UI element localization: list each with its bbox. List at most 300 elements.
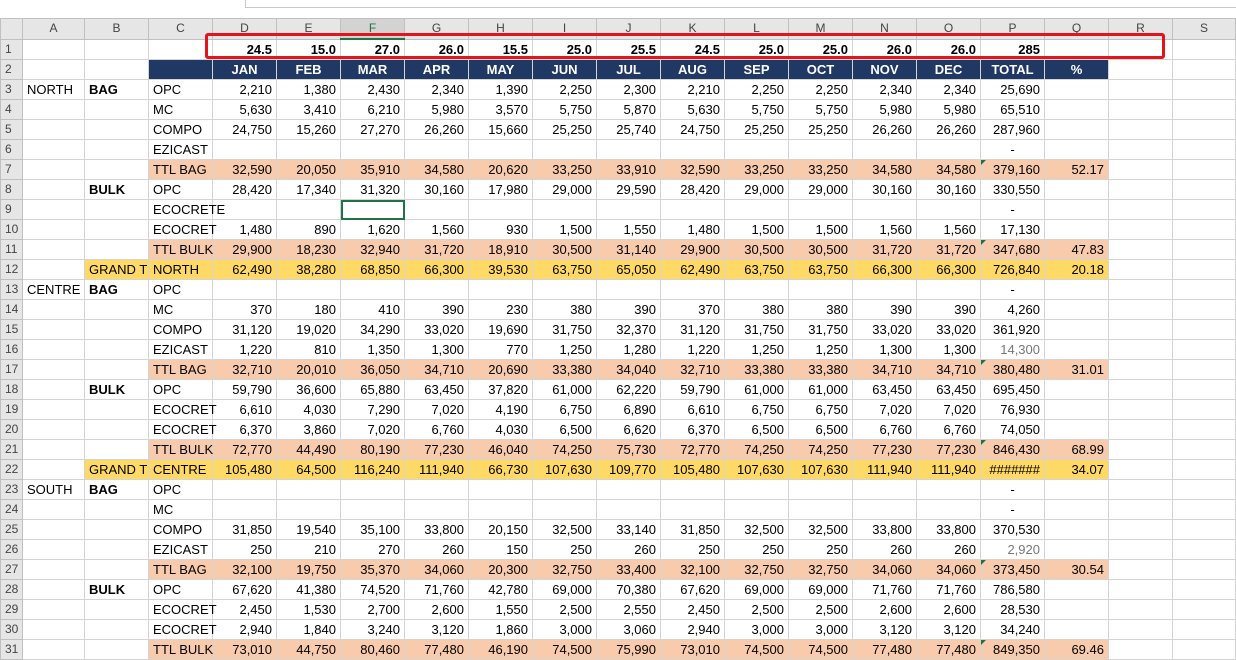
category-cell[interactable] <box>85 540 149 560</box>
cell[interactable] <box>85 39 149 60</box>
percent-cell[interactable] <box>1045 180 1109 200</box>
month-value-cell[interactable]: 105,480 <box>661 460 725 480</box>
month-value-cell[interactable]: 1,380 <box>277 80 341 100</box>
cell[interactable] <box>1173 160 1236 180</box>
category-cell[interactable]: BULK <box>85 580 149 600</box>
row-header-23[interactable]: 23 <box>1 480 23 500</box>
month-value-cell[interactable]: 46,190 <box>469 640 533 660</box>
cell[interactable] <box>1173 560 1236 580</box>
cell[interactable] <box>1109 300 1173 320</box>
percent-cell[interactable] <box>1045 220 1109 240</box>
month-value-cell[interactable]: 107,630 <box>789 460 853 480</box>
month-value-cell[interactable]: 34,060 <box>405 560 469 580</box>
month-value-cell[interactable]: 116,240 <box>341 460 405 480</box>
month-value-cell[interactable] <box>277 500 341 520</box>
cell[interactable] <box>1173 120 1236 140</box>
month-value-cell[interactable]: 24,750 <box>213 120 277 140</box>
month-value-cell[interactable]: 6,750 <box>789 400 853 420</box>
month-value-cell[interactable] <box>533 140 597 160</box>
month-value-cell[interactable]: 29,900 <box>213 240 277 260</box>
month-value-cell[interactable] <box>661 140 725 160</box>
category-cell[interactable] <box>85 340 149 360</box>
month-value-cell[interactable] <box>789 200 853 220</box>
region-cell[interactable] <box>23 140 85 160</box>
month-value-cell[interactable]: 63,450 <box>405 380 469 400</box>
column-header-k[interactable]: K <box>661 19 725 40</box>
month-value-cell[interactable]: 34,710 <box>917 360 981 380</box>
month-value-cell[interactable]: 30,160 <box>917 180 981 200</box>
month-value-cell[interactable]: 390 <box>405 300 469 320</box>
product-cell[interactable]: ECOCRET <box>149 400 213 420</box>
month-value-cell[interactable]: 34,060 <box>917 560 981 580</box>
month-value-cell[interactable]: 17,980 <box>469 180 533 200</box>
region-cell[interactable] <box>23 180 85 200</box>
cell[interactable] <box>1173 580 1236 600</box>
percent-cell[interactable] <box>1045 300 1109 320</box>
month-value-cell[interactable]: 6,750 <box>725 400 789 420</box>
month-value-cell[interactable]: 63,450 <box>853 380 917 400</box>
month-value-cell[interactable]: 71,760 <box>853 580 917 600</box>
month-value-cell[interactable]: 380 <box>533 300 597 320</box>
month-value-cell[interactable]: 380 <box>725 300 789 320</box>
month-value-cell[interactable]: 1,550 <box>469 600 533 620</box>
month-value-cell[interactable]: 370 <box>661 300 725 320</box>
column-header-e[interactable]: E <box>277 19 341 40</box>
month-value-cell[interactable]: 25,250 <box>789 120 853 140</box>
total-cell[interactable]: - <box>981 200 1045 220</box>
month-value-cell[interactable]: 2,210 <box>213 80 277 100</box>
month-value-cell[interactable]: 2,210 <box>661 80 725 100</box>
total-cell[interactable]: 370,530 <box>981 520 1045 540</box>
month-value-cell[interactable]: 5,630 <box>661 100 725 120</box>
month-value-cell[interactable]: 390 <box>597 300 661 320</box>
month-value-cell[interactable]: 2,450 <box>661 600 725 620</box>
row1-value-cell[interactable]: 24.5 <box>213 39 277 60</box>
month-value-cell[interactable]: 42,780 <box>469 580 533 600</box>
month-value-cell[interactable]: 7,020 <box>853 400 917 420</box>
month-value-cell[interactable]: 65,050 <box>597 260 661 280</box>
region-cell[interactable] <box>23 260 85 280</box>
product-cell[interactable]: MC <box>149 100 213 120</box>
region-cell[interactable] <box>23 580 85 600</box>
percent-cell[interactable] <box>1045 540 1109 560</box>
month-value-cell[interactable] <box>853 500 917 520</box>
month-value-cell[interactable]: 1,250 <box>789 340 853 360</box>
month-value-cell[interactable]: 6,210 <box>341 100 405 120</box>
row1-value-cell[interactable]: 15.5 <box>469 39 533 60</box>
month-value-cell[interactable] <box>725 280 789 300</box>
month-value-cell[interactable]: 111,940 <box>405 460 469 480</box>
cell[interactable] <box>85 60 149 80</box>
cell[interactable] <box>1173 520 1236 540</box>
month-value-cell[interactable]: 33,020 <box>853 320 917 340</box>
percent-cell[interactable] <box>1045 620 1109 640</box>
row-header-31[interactable]: 31 <box>1 640 23 660</box>
month-value-cell[interactable]: 67,620 <box>661 580 725 600</box>
product-cell[interactable]: EZICAST <box>149 340 213 360</box>
month-value-cell[interactable]: 63,750 <box>533 260 597 280</box>
month-value-cell[interactable]: 25,250 <box>725 120 789 140</box>
month-value-cell[interactable]: 1,250 <box>725 340 789 360</box>
row1-value-cell[interactable]: 25.0 <box>533 39 597 60</box>
month-value-cell[interactable]: 18,910 <box>469 240 533 260</box>
month-value-cell[interactable]: 230 <box>469 300 533 320</box>
month-value-cell[interactable] <box>469 500 533 520</box>
cell[interactable] <box>1173 600 1236 620</box>
month-value-cell[interactable]: 31,140 <box>597 240 661 260</box>
month-value-cell[interactable]: 6,500 <box>725 420 789 440</box>
month-value-cell[interactable]: 80,190 <box>341 440 405 460</box>
month-value-cell[interactable]: 24,750 <box>661 120 725 140</box>
month-value-cell[interactable]: 111,940 <box>917 460 981 480</box>
month-value-cell[interactable]: 3,240 <box>341 620 405 640</box>
month-value-cell[interactable]: 1,530 <box>277 600 341 620</box>
cell[interactable] <box>23 60 85 80</box>
category-cell[interactable] <box>85 560 149 580</box>
month-value-cell[interactable]: 36,600 <box>277 380 341 400</box>
region-cell[interactable] <box>23 100 85 120</box>
percent-cell[interactable]: 34.07 <box>1045 460 1109 480</box>
month-value-cell[interactable]: 3,570 <box>469 100 533 120</box>
month-value-cell[interactable]: 71,760 <box>405 580 469 600</box>
month-value-cell[interactable]: 1,500 <box>725 220 789 240</box>
product-cell[interactable]: MC <box>149 500 213 520</box>
percent-cell[interactable] <box>1045 100 1109 120</box>
cell[interactable] <box>1109 400 1173 420</box>
month-value-cell[interactable]: 66,300 <box>853 260 917 280</box>
cell[interactable] <box>1109 200 1173 220</box>
month-value-cell[interactable]: 74,500 <box>789 640 853 660</box>
month-value-cell[interactable]: 59,790 <box>661 380 725 400</box>
cell[interactable] <box>1109 140 1173 160</box>
month-value-cell[interactable]: 63,750 <box>725 260 789 280</box>
month-value-cell[interactable]: 250 <box>661 540 725 560</box>
month-value-cell[interactable]: 2,550 <box>597 600 661 620</box>
month-value-cell[interactable]: 34,290 <box>341 320 405 340</box>
month-value-cell[interactable]: 63,450 <box>917 380 981 400</box>
row-header-5[interactable]: 5 <box>1 120 23 140</box>
month-value-cell[interactable]: 1,350 <box>341 340 405 360</box>
month-value-cell[interactable]: 6,760 <box>405 420 469 440</box>
month-value-cell[interactable]: 26,260 <box>405 120 469 140</box>
month-value-cell[interactable]: 38,280 <box>277 260 341 280</box>
month-value-cell[interactable]: 32,750 <box>789 560 853 580</box>
month-value-cell[interactable] <box>917 480 981 500</box>
month-value-cell[interactable]: 2,340 <box>853 80 917 100</box>
cell[interactable] <box>1109 560 1173 580</box>
region-cell[interactable] <box>23 540 85 560</box>
month-value-cell[interactable]: 250 <box>533 540 597 560</box>
region-cell[interactable] <box>23 460 85 480</box>
total-cell[interactable]: - <box>981 280 1045 300</box>
cell[interactable] <box>1109 340 1173 360</box>
total-cell[interactable]: - <box>981 500 1045 520</box>
row-header-22[interactable]: 22 <box>1 460 23 480</box>
month-value-cell[interactable]: 390 <box>917 300 981 320</box>
total-cell[interactable]: 2,920 <box>981 540 1045 560</box>
month-value-cell[interactable]: 3,000 <box>533 620 597 640</box>
month-value-cell[interactable] <box>597 500 661 520</box>
month-value-cell[interactable]: 2,600 <box>853 600 917 620</box>
product-cell[interactable]: ECOCRETE <box>149 200 213 220</box>
month-value-cell[interactable]: 20,620 <box>469 160 533 180</box>
month-value-cell[interactable]: 17,340 <box>277 180 341 200</box>
cell[interactable] <box>1173 480 1236 500</box>
row-header-8[interactable]: 8 <box>1 180 23 200</box>
month-value-cell[interactable]: 29,900 <box>661 240 725 260</box>
month-value-cell[interactable]: 25,250 <box>533 120 597 140</box>
column-header-j[interactable]: J <box>597 19 661 40</box>
month-value-cell[interactable]: 2,300 <box>597 80 661 100</box>
month-value-cell[interactable]: 6,500 <box>789 420 853 440</box>
product-cell[interactable]: ECOCRET <box>149 420 213 440</box>
month-value-cell[interactable]: 32,100 <box>213 560 277 580</box>
total-cell[interactable]: 347,680 <box>981 240 1045 260</box>
product-cell[interactable]: CENTRE <box>149 460 213 480</box>
category-cell[interactable] <box>85 320 149 340</box>
row-header-12[interactable]: 12 <box>1 260 23 280</box>
percent-cell[interactable] <box>1045 500 1109 520</box>
month-value-cell[interactable]: 31,120 <box>661 320 725 340</box>
month-value-cell[interactable]: 25,740 <box>597 120 661 140</box>
month-value-cell[interactable]: 1,300 <box>405 340 469 360</box>
month-value-cell[interactable]: 890 <box>277 220 341 240</box>
month-value-cell[interactable]: 61,000 <box>533 380 597 400</box>
month-value-cell[interactable] <box>789 500 853 520</box>
month-value-cell[interactable] <box>213 480 277 500</box>
category-cell[interactable]: BAG <box>85 80 149 100</box>
month-header-mar[interactable]: MAR <box>341 60 405 80</box>
region-cell[interactable] <box>23 300 85 320</box>
region-cell[interactable]: NORTH <box>23 80 85 100</box>
category-cell[interactable] <box>85 500 149 520</box>
month-value-cell[interactable]: 2,340 <box>405 80 469 100</box>
region-cell[interactable] <box>23 340 85 360</box>
month-value-cell[interactable] <box>533 500 597 520</box>
column-header-g[interactable]: G <box>405 19 469 40</box>
row-header-16[interactable]: 16 <box>1 340 23 360</box>
cell[interactable] <box>1109 620 1173 640</box>
row-header-27[interactable]: 27 <box>1 560 23 580</box>
month-value-cell[interactable]: 62,490 <box>213 260 277 280</box>
month-value-cell[interactable] <box>533 280 597 300</box>
month-value-cell[interactable]: 19,750 <box>277 560 341 580</box>
month-value-cell[interactable] <box>853 280 917 300</box>
month-value-cell[interactable]: 2,250 <box>789 80 853 100</box>
row1-value-cell[interactable]: 27.0 <box>341 39 405 60</box>
percent-cell[interactable]: 31.01 <box>1045 360 1109 380</box>
row1-value-cell[interactable]: 25.5 <box>597 39 661 60</box>
cell[interactable] <box>1173 380 1236 400</box>
total-cell[interactable]: 14,300 <box>981 340 1045 360</box>
cell[interactable] <box>1173 440 1236 460</box>
month-value-cell[interactable]: 18,230 <box>277 240 341 260</box>
month-header-jun[interactable]: JUN <box>533 60 597 80</box>
month-value-cell[interactable]: 74,250 <box>725 440 789 460</box>
month-value-cell[interactable]: 29,000 <box>725 180 789 200</box>
total-cell[interactable]: 379,160 <box>981 160 1045 180</box>
month-value-cell[interactable]: 1,500 <box>789 220 853 240</box>
cell[interactable] <box>1109 260 1173 280</box>
month-value-cell[interactable]: 32,500 <box>533 520 597 540</box>
category-cell[interactable]: GRAND T <box>85 260 149 280</box>
cell[interactable] <box>1109 160 1173 180</box>
cell[interactable] <box>1173 260 1236 280</box>
month-value-cell[interactable] <box>277 480 341 500</box>
month-value-cell[interactable] <box>917 200 981 220</box>
cell[interactable] <box>1109 460 1173 480</box>
product-cell[interactable]: COMPO <box>149 320 213 340</box>
month-value-cell[interactable]: 29,590 <box>597 180 661 200</box>
month-value-cell[interactable]: 20,690 <box>469 360 533 380</box>
month-value-cell[interactable]: 2,940 <box>213 620 277 640</box>
product-cell[interactable]: OPC <box>149 480 213 500</box>
month-value-cell[interactable]: 19,540 <box>277 520 341 540</box>
month-header-feb[interactable]: FEB <box>277 60 341 80</box>
total-cell[interactable]: 17,130 <box>981 220 1045 240</box>
product-cell[interactable]: TTL BULK <box>149 640 213 660</box>
percent-cell[interactable] <box>1045 340 1109 360</box>
month-value-cell[interactable]: 3,860 <box>277 420 341 440</box>
month-value-cell[interactable]: 32,750 <box>533 560 597 580</box>
month-value-cell[interactable]: 65,880 <box>341 380 405 400</box>
percent-cell[interactable] <box>1045 200 1109 220</box>
month-value-cell[interactable]: 68,850 <box>341 260 405 280</box>
month-value-cell[interactable]: 34,040 <box>597 360 661 380</box>
percent-cell[interactable] <box>1045 400 1109 420</box>
category-cell[interactable] <box>85 220 149 240</box>
month-value-cell[interactable]: 31,750 <box>725 320 789 340</box>
total-cell[interactable]: 28,530 <box>981 600 1045 620</box>
row-header-28[interactable]: 28 <box>1 580 23 600</box>
region-cell[interactable] <box>23 400 85 420</box>
row-header-25[interactable]: 25 <box>1 520 23 540</box>
month-value-cell[interactable]: 1,390 <box>469 80 533 100</box>
month-value-cell[interactable]: 180 <box>277 300 341 320</box>
month-value-cell[interactable]: 6,610 <box>661 400 725 420</box>
product-cell[interactable]: TTL BAG <box>149 160 213 180</box>
month-value-cell[interactable]: 32,710 <box>661 360 725 380</box>
cell[interactable] <box>1173 420 1236 440</box>
month-value-cell[interactable] <box>213 140 277 160</box>
month-value-cell[interactable]: 260 <box>405 540 469 560</box>
month-value-cell[interactable]: 20,300 <box>469 560 533 580</box>
month-header-may[interactable]: MAY <box>469 60 533 80</box>
month-value-cell[interactable]: 73,010 <box>661 640 725 660</box>
month-value-cell[interactable]: 32,940 <box>341 240 405 260</box>
month-value-cell[interactable] <box>405 500 469 520</box>
month-value-cell[interactable]: 66,730 <box>469 460 533 480</box>
category-cell[interactable] <box>85 240 149 260</box>
month-value-cell[interactable]: 28,420 <box>213 180 277 200</box>
month-value-cell[interactable] <box>789 140 853 160</box>
month-value-cell[interactable]: 66,300 <box>405 260 469 280</box>
cell[interactable] <box>1109 520 1173 540</box>
month-value-cell[interactable] <box>469 200 533 220</box>
region-cell[interactable] <box>23 240 85 260</box>
month-value-cell[interactable]: 26,260 <box>853 120 917 140</box>
month-header-nov[interactable]: NOV <box>853 60 917 80</box>
month-value-cell[interactable]: 33,800 <box>917 520 981 540</box>
percent-cell[interactable]: 52.17 <box>1045 160 1109 180</box>
region-cell[interactable]: SOUTH <box>23 480 85 500</box>
cell[interactable] <box>1109 320 1173 340</box>
column-header-o[interactable]: O <box>917 19 981 40</box>
category-cell[interactable]: BAG <box>85 480 149 500</box>
month-value-cell[interactable]: 3,120 <box>917 620 981 640</box>
total-cell[interactable]: 846,430 <box>981 440 1045 460</box>
month-value-cell[interactable]: 7,020 <box>341 420 405 440</box>
category-cell[interactable] <box>85 360 149 380</box>
cell[interactable] <box>1109 180 1173 200</box>
cell[interactable] <box>1173 620 1236 640</box>
cell[interactable] <box>1173 400 1236 420</box>
month-value-cell[interactable]: 250 <box>789 540 853 560</box>
month-value-cell[interactable]: 2,700 <box>341 600 405 620</box>
month-value-cell[interactable]: 72,770 <box>213 440 277 460</box>
cell[interactable] <box>1173 340 1236 360</box>
region-cell[interactable] <box>23 380 85 400</box>
month-value-cell[interactable]: 6,760 <box>917 420 981 440</box>
row1-value-cell[interactable]: 24.5 <box>661 39 725 60</box>
month-value-cell[interactable]: 270 <box>341 540 405 560</box>
month-value-cell[interactable]: 69,000 <box>533 580 597 600</box>
month-value-cell[interactable]: 5,750 <box>533 100 597 120</box>
product-cell[interactable]: COMPO <box>149 520 213 540</box>
month-value-cell[interactable] <box>597 140 661 160</box>
month-value-cell[interactable]: 6,610 <box>213 400 277 420</box>
month-value-cell[interactable]: 250 <box>725 540 789 560</box>
month-value-cell[interactable]: 3,120 <box>405 620 469 640</box>
month-value-cell[interactable]: 5,980 <box>405 100 469 120</box>
category-cell[interactable]: BULK <box>85 380 149 400</box>
month-value-cell[interactable]: 35,370 <box>341 560 405 580</box>
cell[interactable] <box>1109 540 1173 560</box>
month-value-cell[interactable] <box>405 200 469 220</box>
product-cell[interactable]: OPC <box>149 180 213 200</box>
month-value-cell[interactable]: 810 <box>277 340 341 360</box>
total-cell[interactable]: 380,480 <box>981 360 1045 380</box>
percent-header[interactable]: % <box>1045 60 1109 80</box>
month-value-cell[interactable]: 2,600 <box>405 600 469 620</box>
month-value-cell[interactable]: 33,380 <box>533 360 597 380</box>
month-value-cell[interactable]: 32,500 <box>789 520 853 540</box>
percent-cell[interactable]: 20.18 <box>1045 260 1109 280</box>
product-cell[interactable]: ECOCRET <box>149 620 213 640</box>
row-header-13[interactable]: 13 <box>1 280 23 300</box>
month-value-cell[interactable]: 62,490 <box>661 260 725 280</box>
month-value-cell[interactable]: 30,160 <box>853 180 917 200</box>
month-value-cell[interactable]: 74,500 <box>533 640 597 660</box>
region-cell[interactable] <box>23 620 85 640</box>
cell[interactable] <box>1173 280 1236 300</box>
category-cell[interactable] <box>85 400 149 420</box>
month-value-cell[interactable]: 34,580 <box>405 160 469 180</box>
region-cell[interactable] <box>23 420 85 440</box>
row-header-15[interactable]: 15 <box>1 320 23 340</box>
column-header-c[interactable]: C <box>149 19 213 40</box>
cell[interactable] <box>1045 39 1109 60</box>
month-value-cell[interactable]: 33,800 <box>405 520 469 540</box>
month-value-cell[interactable]: 6,620 <box>597 420 661 440</box>
month-value-cell[interactable]: 1,560 <box>405 220 469 240</box>
column-header-r[interactable]: R <box>1109 19 1173 40</box>
cell[interactable] <box>1173 140 1236 160</box>
month-header-aug[interactable]: AUG <box>661 60 725 80</box>
region-cell[interactable] <box>23 200 85 220</box>
month-value-cell[interactable] <box>405 480 469 500</box>
row-header-17[interactable]: 17 <box>1 360 23 380</box>
